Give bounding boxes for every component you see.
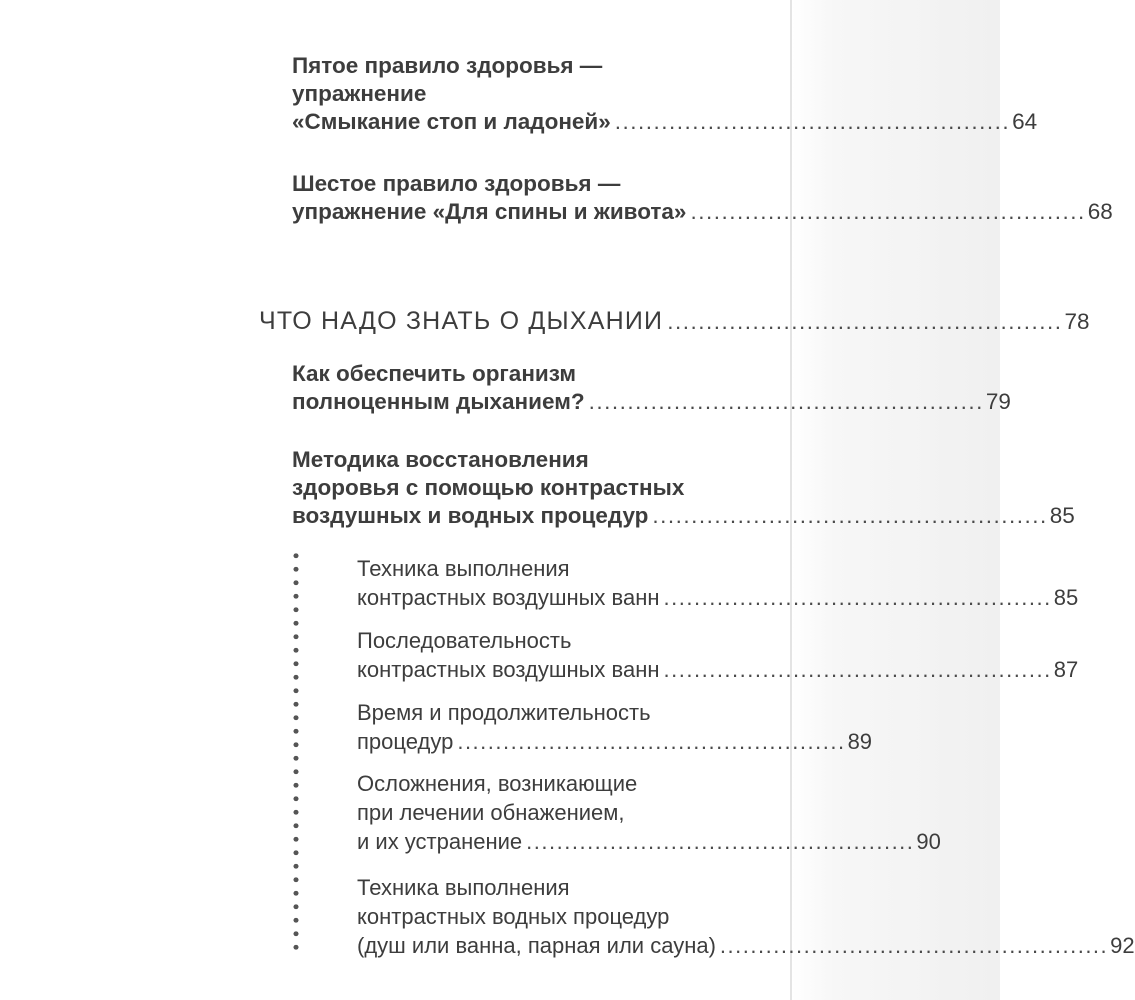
toc-subentry-duration[interactable] <box>357 698 873 756</box>
toc-page-number: 89 <box>847 729 873 754</box>
toc-leader-dots: ................................................... <box>690 199 1086 224</box>
toc-entry-line: Шестое правило здоровья — <box>292 171 621 196</box>
toc-entry-line: здоровья с помощью контрастных <box>292 475 685 500</box>
toc-section-breathing[interactable] <box>259 307 1090 336</box>
toc-page-number: 87 <box>1053 657 1079 682</box>
toc-entry-line: процедур <box>357 729 454 754</box>
toc-subentry-air-baths-sequence[interactable] <box>357 626 1079 684</box>
toc-entry-line: упражнение «Для спины и живота» <box>292 199 687 224</box>
toc-entry-method[interactable] <box>292 446 1075 530</box>
toc-entry-line: Последовательность <box>357 628 572 653</box>
toc-page-number: 85 <box>1053 585 1079 610</box>
toc-entry-line: контрастных водных процедур <box>357 904 670 929</box>
toc-entry-line: воздушных и водных процедур <box>292 503 649 528</box>
toc-entry-line: «Смыкание стоп и ладоней» <box>292 109 611 134</box>
toc-entry-line: Методика восстановления <box>292 447 589 472</box>
toc-page-number: 68 <box>1087 199 1113 224</box>
toc-entry-line: Техника выполнения <box>357 556 570 581</box>
toc-entry-line: полноценным дыханием? <box>292 389 585 414</box>
toc-leader-dots: ................................................... <box>663 657 1052 682</box>
toc-entry-line: Время и продолжительность <box>357 700 651 725</box>
toc-section-title: ЧТО НАДО ЗНАТЬ О ДЫХАНИИ <box>259 307 664 335</box>
toc-page-number: 79 <box>985 389 1011 414</box>
toc-leader-dots: ................................................... <box>663 585 1052 610</box>
toc-leader-dots: ................................................... <box>614 109 1011 134</box>
toc-entry-line: Техника выполнения <box>357 875 570 900</box>
toc-page-number: 64 <box>1012 109 1038 134</box>
toc-entry-line: контрастных воздушных ванн <box>357 585 660 610</box>
toc-page-number: 78 <box>1064 309 1090 334</box>
toc-entry-full-breathing[interactable] <box>292 360 1011 416</box>
toc-entry-line: контрастных воздушных ванн <box>357 657 660 682</box>
toc-subentry-air-baths-technique[interactable] <box>357 554 1079 612</box>
toc-leader-dots: ................................................... <box>457 729 846 754</box>
toc-leader-dots: ................................................... <box>588 389 984 414</box>
toc-page-number: 90 <box>916 829 941 854</box>
toc-entry-line: (душ или ванна, парная или сауна) <box>357 933 716 958</box>
toc-entry-line: упражнение <box>292 81 427 106</box>
toc-page-number: 85 <box>1049 503 1075 528</box>
toc-entry-line: Пятое правило здоровья — <box>292 53 603 78</box>
toc-leader-dots: ................................................... <box>526 829 915 854</box>
toc-leader-dots: ................................................... <box>667 309 1063 334</box>
toc-leader-dots: ................................................... <box>719 933 1109 958</box>
toc-entry-line: Как обеспечить организм <box>292 361 577 386</box>
toc-entry-sixth-rule[interactable] <box>292 170 1113 226</box>
toc-entry-line: Осложнения, возникающие <box>357 771 638 796</box>
toc-entry-line: при лечении обнажением, <box>357 800 625 825</box>
toc-entry-fifth-rule[interactable] <box>292 52 1038 136</box>
toc-entry-line: и их устранение <box>357 829 523 854</box>
toc-subentry-complications[interactable] <box>357 769 941 856</box>
dotted-divider <box>293 549 299 954</box>
toc-page-number: 92 <box>1110 933 1135 958</box>
toc-leader-dots: ................................................... <box>652 503 1048 528</box>
toc-subentry-water-procedures[interactable] <box>357 873 1135 960</box>
